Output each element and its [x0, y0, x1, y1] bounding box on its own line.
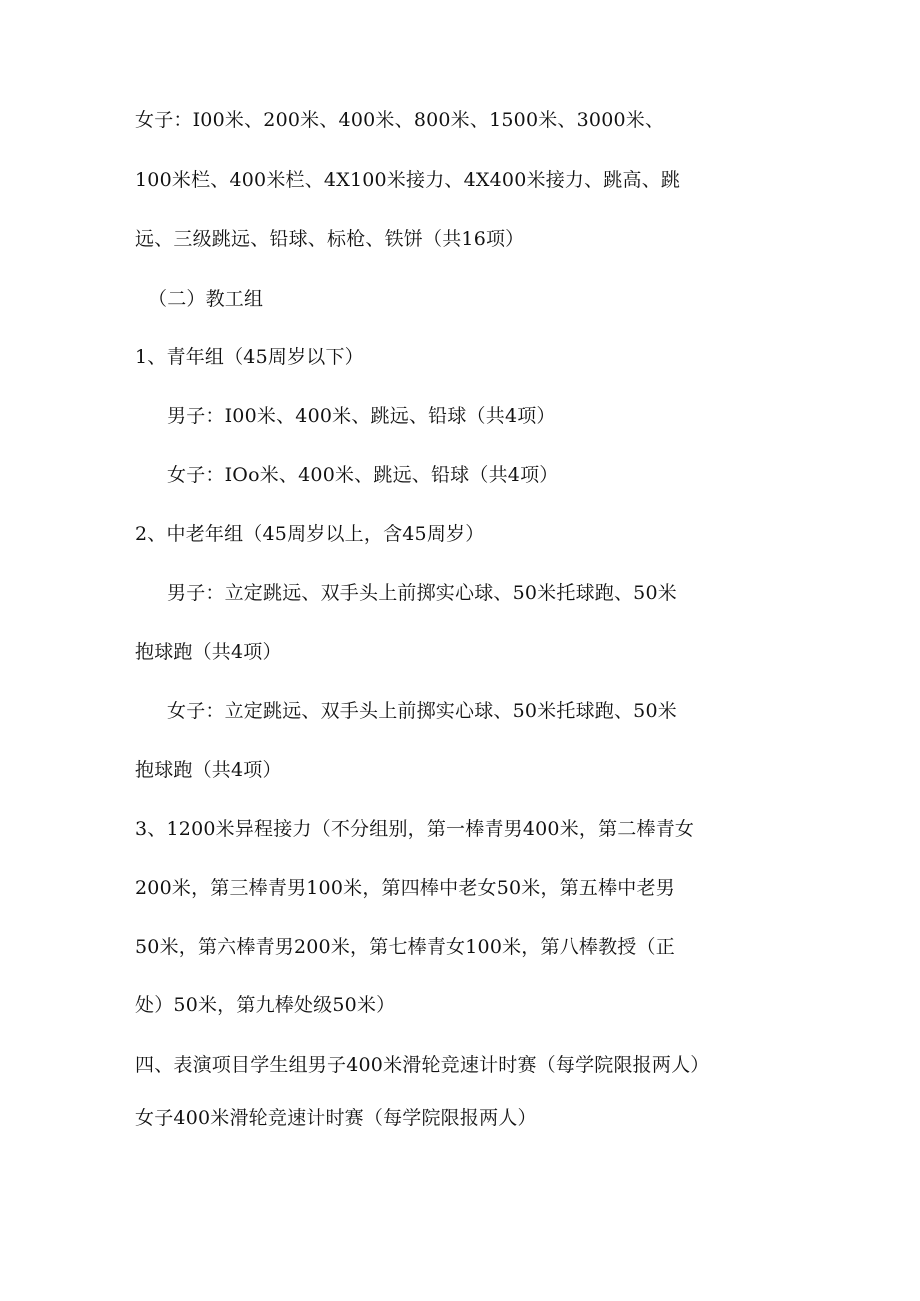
relay-line-2: 200米，第三棒青男100米，第四棒中老女50米，第五棒中老男: [135, 877, 675, 899]
youth-group-heading: 1、青年组（45周岁以下）: [135, 346, 364, 368]
senior-women-events-line-2: 抱球跑（共4项）: [135, 759, 282, 781]
youth-women-events: 女子：IOo米、400米、跳远、铅球（共4项）: [167, 464, 559, 486]
senior-women-events-line-1: 女子：立定跳远、双手头上前掷实心球、50米托球跑、50米: [167, 700, 677, 722]
student-women-events-line-3: 远、三级跳远、铅球、标枪、铁饼（共16项）: [135, 228, 525, 250]
relay-line-3: 50米，第六棒青男200米，第七棒青女100米，第八棒教授（正: [135, 936, 675, 958]
exhibition-events-line-2: 女子400米滑轮竞速计时赛（每学院限报两人）: [135, 1107, 537, 1129]
senior-men-events-line-2: 抱球跑（共4项）: [135, 641, 282, 663]
staff-group-heading: （二）教工组: [148, 288, 264, 310]
relay-line-4: 处）50米，第九棒处级50米）: [135, 994, 396, 1016]
senior-group-heading: 2、中老年组（45周岁以上，含45周岁）: [135, 523, 485, 545]
senior-men-events-line-1: 男子：立定跳远、双手头上前掷实心球、50米托球跑、50米: [167, 582, 677, 604]
student-women-events-line-2: 100米栏、400米栏、4X100米接力、4X400米接力、跳高、跳: [135, 169, 681, 191]
relay-line-1: 3、1200米异程接力（不分组别，第一棒青男400米，第二棒青女: [135, 818, 695, 840]
exhibition-events-line-1: 四、表演项目学生组男子400米滑轮竞速计时赛（每学院限报两人）: [135, 1054, 710, 1076]
student-women-events-line-1: 女子：I00米、200米、400米、800米、1500米、3000米、: [135, 109, 665, 131]
youth-men-events: 男子：I00米、400米、跳远、铅球（共4项）: [167, 405, 556, 427]
